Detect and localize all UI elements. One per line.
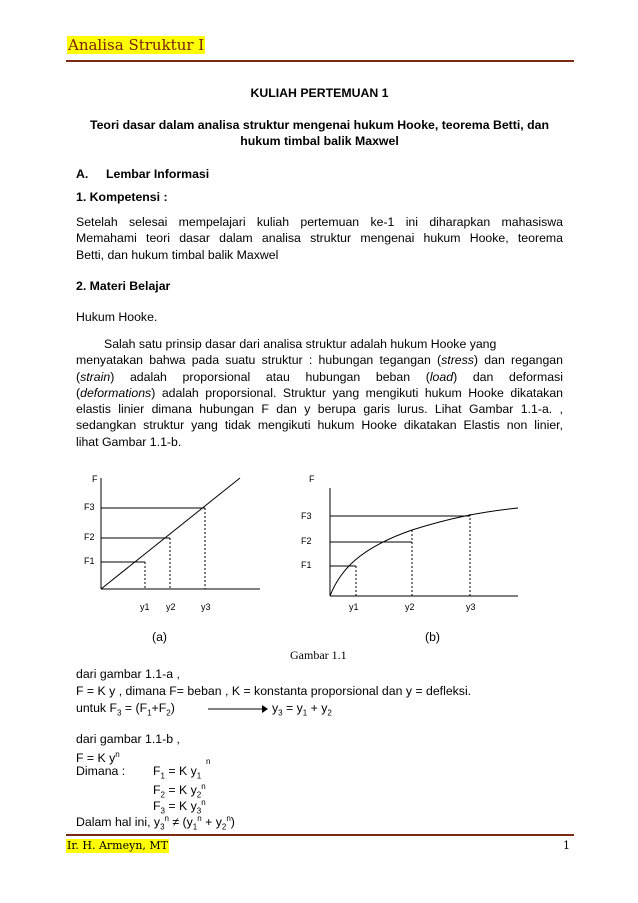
eq-sup: n <box>164 814 169 823</box>
fig-a-label: (a) <box>152 630 168 644</box>
y3-sum <box>272 700 332 722</box>
dalam-line <box>76 811 235 836</box>
implies-arrow <box>208 704 268 714</box>
eq-sub: 2 <box>166 708 171 718</box>
para-italic: load <box>429 369 454 384</box>
eq-sup: n <box>226 814 231 823</box>
para-line: elastis linier dimana hubungan F dan y berupa garis lurus. Lihat Gambar 1.1-a. , <box>76 402 563 417</box>
para-italic: strain <box>80 369 111 384</box>
fig-b-tick-f2: F2 <box>301 536 312 546</box>
kompetensi-line: Memahami teori dasar dalam analisa struktur mengenai hukum Hooke, teorema <box>76 231 563 246</box>
running-header: Analisa Struktur I <box>68 36 205 54</box>
figure-caption: Gambar 1.1 <box>290 648 347 662</box>
eq-sub: 3 <box>278 708 283 718</box>
subtitle-line-2: hukum timbal balik Maxwel <box>240 134 399 148</box>
para-line: sedangkan struktur yang tidak mengikuti hukum Hooke dikatakan Elastis non linier, <box>76 418 563 433</box>
figure-b-nonlinear <box>320 470 530 620</box>
footer-author: Ir. H. Armeyn, MT <box>67 839 169 852</box>
fig-a-axis-f: F <box>92 474 98 484</box>
fig-a-tick-f2: F2 <box>84 532 95 542</box>
eq-sub: 1 <box>302 708 308 718</box>
para-text: ) dan deformasi <box>453 369 563 384</box>
fig-b-tick-y2: y2 <box>405 602 415 612</box>
fig-a-tick-y1: y1 <box>140 602 150 612</box>
eq-text: = y <box>282 701 303 715</box>
fig-b-tick-y3: y3 <box>466 602 476 612</box>
eq-sub: 2 <box>221 822 227 832</box>
para-line <box>76 336 563 352</box>
eq-text: y <box>272 701 279 715</box>
para-text: ( <box>76 385 81 400</box>
eq-sub: 2 <box>196 790 202 800</box>
para-line <box>76 369 563 385</box>
kompetensi-line: Betti, dan hukum timbal balik Maxwel <box>76 247 279 262</box>
fig-b-tick-y1: y1 <box>349 602 359 612</box>
fig-b-tick-f1: F1 <box>301 560 312 570</box>
eq-text: ) <box>230 815 235 830</box>
dimana-label: Dimana : <box>76 764 126 778</box>
footer-rule <box>66 834 574 836</box>
page-number: 1 <box>563 839 570 852</box>
fig-b-label: (b) <box>425 630 441 644</box>
subtitle-line-1: Teori dasar dalam analisa struktur mengenai hukum Hooke, teorema Betti, dan <box>90 118 549 132</box>
eq-sub: 3 <box>196 806 202 816</box>
para-text: ) adalah proporsional atau hubungan beban ( <box>110 369 430 384</box>
eq-text: +F <box>151 701 167 715</box>
fig-a-tick-y2: y2 <box>166 602 176 612</box>
eq-text: ) <box>170 701 175 715</box>
para-text: menyatakan bahwa pada suatu struktur : hubungan tegangan ( <box>76 353 442 368</box>
eq-sub: 3 <box>160 822 165 832</box>
eq-text: = K y <box>164 799 197 814</box>
eq-sup: n <box>197 814 202 823</box>
para-text: ) adalah proporsional. Struktur yang mengikuti hukum Hooke dikatakan <box>151 385 563 400</box>
fig-a-tick-y3: y3 <box>201 602 211 612</box>
kompetensi-heading: 1. Kompetensi : <box>76 190 168 204</box>
n-floating: n <box>206 757 211 766</box>
fig-a-tick-f1: F1 <box>84 556 95 566</box>
eq-sup: n <box>115 750 120 759</box>
page-title: KULIAH PERTEMUAN 1 <box>250 86 389 100</box>
eq-sub: 3 <box>160 806 165 816</box>
eq-sub: 1 <box>196 771 202 781</box>
eq-text: = K y <box>164 783 197 798</box>
para-line <box>76 385 563 401</box>
section-heading: Lembar Informasi <box>106 167 210 181</box>
para-text: Salah satu prinsip dasar dari analisa struktur adalah hukum Hooke yang <box>104 337 497 351</box>
eq-sub: 1 <box>160 771 165 781</box>
eq-sub: 1 <box>192 822 198 832</box>
eq1-line: F = K y , dimana F= beban , K = konstanta proporsional dan y = defleksi. <box>76 684 472 698</box>
eq-sub: 2 <box>327 708 332 718</box>
eq-sub: 3 <box>117 708 122 718</box>
kompetensi-line: Setelah selesai mempelajari kuliah pertemuan ke-1 ini diharapkan mahasiswa <box>76 215 563 229</box>
nonlinear-curve <box>330 508 518 596</box>
untuk-line <box>76 700 175 722</box>
para-italic: stress <box>441 353 474 368</box>
figure-a-linear <box>80 470 270 620</box>
eq-text: + y <box>307 701 328 715</box>
fig-a-tick-f3: F3 <box>84 502 95 512</box>
para-text: ( <box>76 369 81 384</box>
para-text: ) dan regangan <box>473 353 563 368</box>
kompetensi-paragraph <box>76 214 563 263</box>
eq-sub: 2 <box>160 790 165 800</box>
eq-text: F <box>153 764 161 778</box>
section-letter: A. <box>76 167 89 181</box>
eq-text: F <box>153 783 161 798</box>
materi-heading: 2. Materi Belajar <box>76 279 171 293</box>
eq-text: Dalam hal ini, y <box>76 815 161 830</box>
eq-text: = K y <box>164 764 197 778</box>
eq-text: ≠ (y <box>168 815 193 830</box>
eq-text: F = K y <box>76 751 116 766</box>
materi-paragraph <box>76 336 563 450</box>
header-rule <box>66 60 574 62</box>
eq-text: F <box>153 799 161 814</box>
eq-sub: 1 <box>147 708 152 718</box>
hooke-line <box>101 478 240 589</box>
materi-topic: Hukum Hooke. <box>76 310 158 324</box>
from-a-line: dari gambar 1.1-a , <box>76 667 180 681</box>
eq-text: + y <box>201 815 222 830</box>
fig-b-axis-f: F <box>309 474 315 484</box>
para-line <box>76 352 563 368</box>
fig-b-tick-f3: F3 <box>301 511 312 521</box>
para-line: lihat Gambar 1.1-b. <box>76 434 182 449</box>
eq-text: untuk F <box>76 701 118 715</box>
eq-sup: n <box>201 782 206 791</box>
para-italic: deformations <box>80 385 152 400</box>
from-b-line: dari gambar 1.1-b , <box>76 732 180 746</box>
eq-text: = (F <box>121 701 148 715</box>
eq-sup: n <box>201 798 206 807</box>
